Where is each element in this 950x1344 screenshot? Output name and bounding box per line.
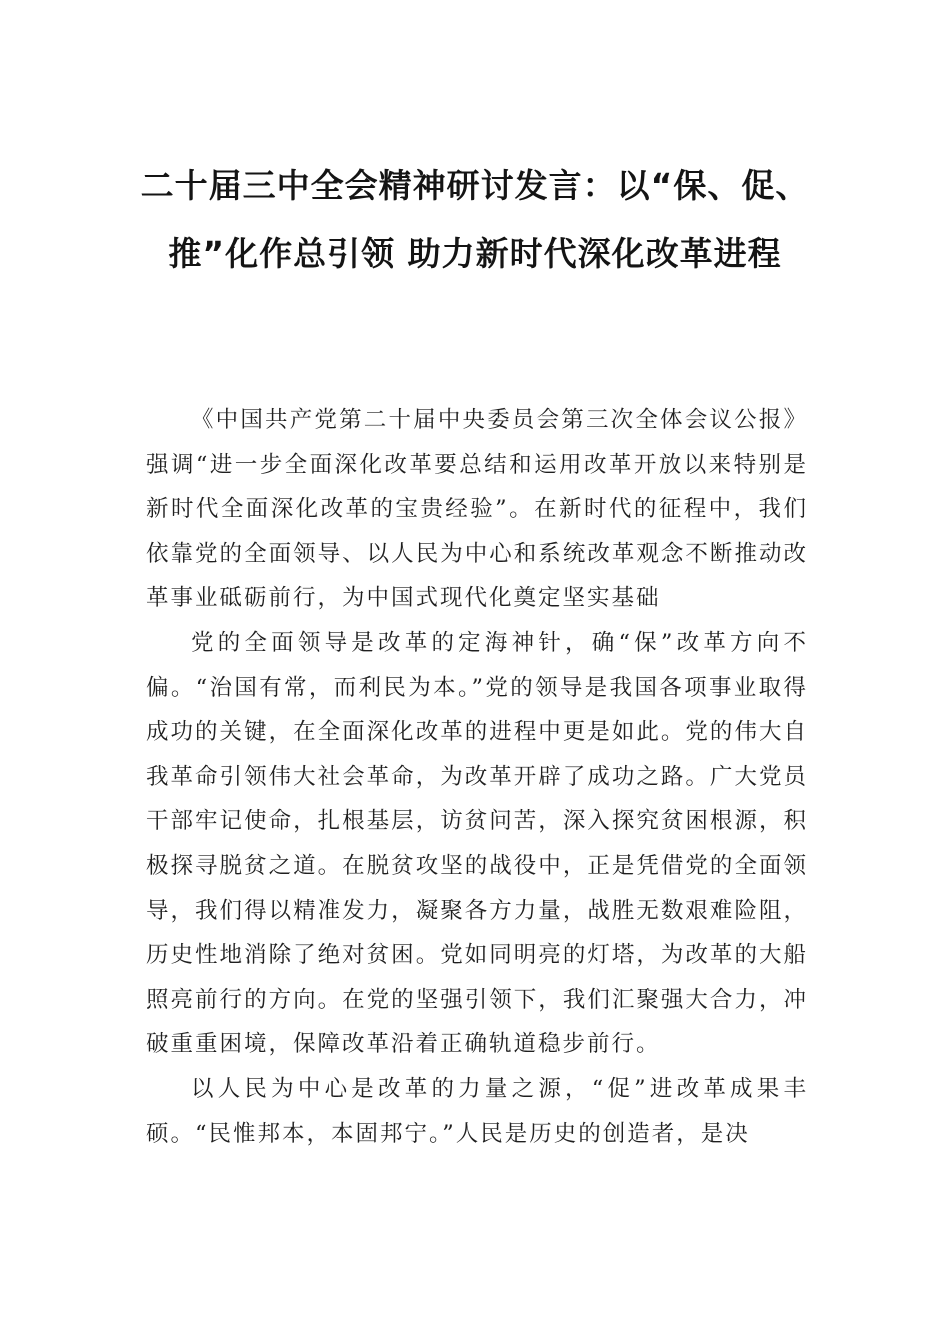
paragraph-party-leadership: 党的全面领导是改革的定海神针，确“保”改革方向不偏。“治国有常，而利民为本。”党的领导是我国各项事业取得成功的关键，在全面深化改革的进程中更是如此。党的伟大自我革命引领伟大社会革命，为改革开辟了成功之路。广大党员干部牢记使命，扎根基层，访贫问苦，深入探究贫困根源，积极探寻脱贫之道。在脱贫攻坚的战役中，正是凭借党的全面领导，我们得以精准发力，凝聚各方力量，战胜无数艰难险阻，历史性地消除了绝对贫困。党如同明亮的灯塔，为改革的大船照亮前行的方向。在党的坚强引领下，我们汇聚强大合力，冲破重重困境，保障改革沿着正确轨道稳步前行。 (146, 629, 808, 1058)
paragraph-intro: 《中国共产党第二十届中央委员会第三次全体会议公报》强调“进一步全面深化改革要总结和运用改革开放以来特别是新时代全面深化改革的宝贵经验”。在新时代的征程中，我们依靠党的全面领导、以人民为中心和系统改革观念不断推动改革事业砥砺前行，为中国式现代化奠定坚实基础 (146, 407, 808, 612)
paragraph-people-centered: 以人民为中心是改革的力量之源，“促”进改革成果丰硕。“民惟邦本，本固邦宁。”人民是历史的创造者，是决 (146, 1075, 808, 1147)
document-body (146, 398, 808, 1156)
document-title: 二十届三中全会精神研讨发言：以“保、促、推”化作总引领 助力新时代深化改革进程 (140, 166, 810, 273)
